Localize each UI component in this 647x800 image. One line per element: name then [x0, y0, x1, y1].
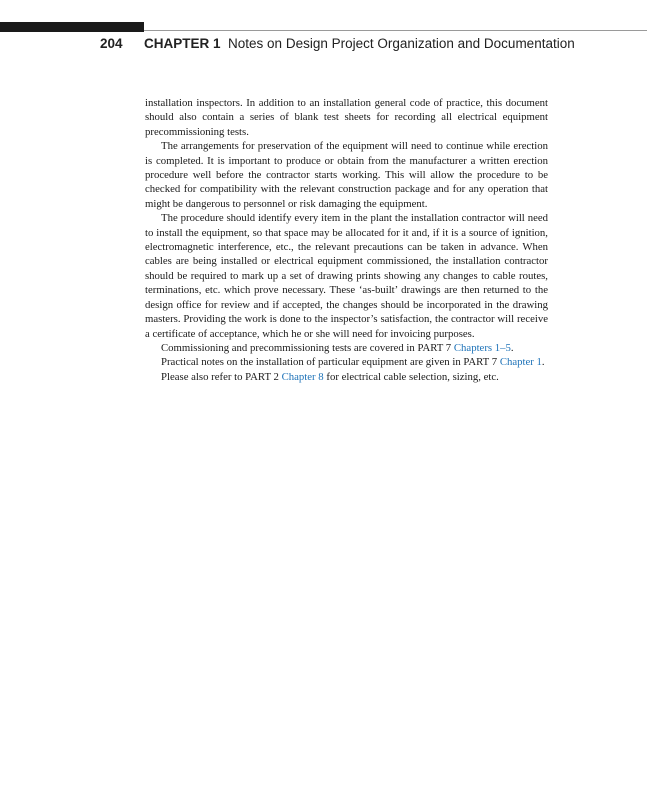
header-bar [0, 22, 144, 32]
chapter-title: Notes on Design Project Organization and Documentation [228, 36, 575, 51]
paragraph-text: for electrical cable selection, sizing, etc. [323, 370, 499, 383]
running-header [100, 36, 575, 51]
paragraph: The procedure should identify every item in the plant the installation contractor will need to install the equipment, so that space may be allocated for it and, if it is a source of ignition, electromagnetic interference, etc., the relevant precautions can be taken in advance. When cables are being installed or electrical equipment commissioned, the installation contractor should be required to mark up a set of drawing prints showing any changes to cable routes, terminations, etc. which prove necessary. These ‘as-built’ drawings are then returned to the design office for review and if accepted, the changes should be incorporated in the drawing masters. Providing the work is done to the inspector’s satisfaction, the contractor will receive a certificate of acceptance, which he or she will need for invoicing purposes. [145, 212, 548, 340]
paragraph [145, 370, 548, 384]
paragraph-text: . [541, 356, 545, 369]
paragraph: The arrangements for preservation of the equipment will need to continue while erection is completed. It is important to produce or obtain from the manufacturer a written erection procedure well before the contractor starts working. This will allow the procedure to be checked for compatibility with the relevant construction package and for any operation that might be dangerous to personnel or risk damaging the equipment. [145, 140, 548, 210]
paragraph [145, 341, 548, 355]
header-rule [144, 30, 647, 31]
paragraph-text: Commissioning and precommissioning tests are covered in PART 7 [161, 341, 454, 354]
paragraph: installation inspectors. In addition to an installation general code of practice, this document should also contain a series of blank test sheets for recording all electrical equipment precommissioning tests. [145, 97, 548, 138]
paragraph-text: Please also refer to PART 2 [161, 370, 282, 383]
chapter-label: CHAPTER 1 [144, 36, 221, 51]
body-text [145, 96, 548, 384]
page-number: 204 [100, 36, 123, 51]
paragraph [145, 355, 548, 369]
chapter-link[interactable]: Chapter 1 [499, 356, 542, 369]
paragraph-text: . [510, 341, 514, 354]
paragraph-text: Practical notes on the installation of particular equipment are given in PART 7 [161, 356, 500, 369]
chapter-link[interactable]: Chapter 8 [281, 370, 324, 383]
chapter-link[interactable]: Chapters 1–5 [453, 341, 511, 354]
